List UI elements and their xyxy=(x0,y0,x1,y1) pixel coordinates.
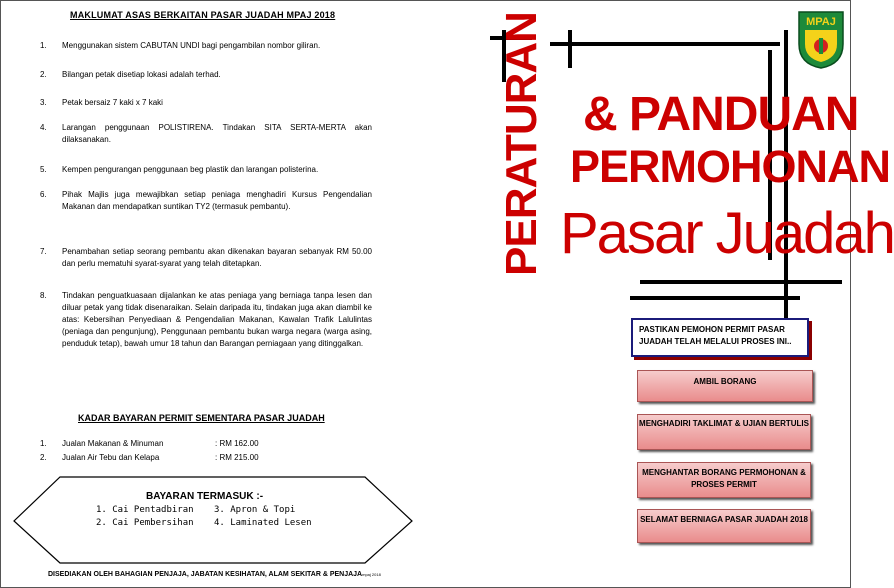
item-text: Tindakan penguatkuasaan dijalankan ke atas peniaga yang berniaga tanpa lesen dan diluar petak yang tidak disenaraikan. Selain daripada itu, tindakan juga akan diambil ke atas: Kebersihan Penyediaan & Pengendalian Makanan, Kawalan Trafik Lalulintas (peniaga dan pengunjung), Penggunaan pembantu bukan warga negara (warga asing, penduduk tetap), bawah umur 18 tahun dan Barangan perniagaan yang ditinggalkan. xyxy=(62,291,372,348)
step-selamat-berniaga: SELAMAT BERNIAGA PASAR JUADAH 2018 xyxy=(637,509,811,543)
fee-amount: : RM 215.00 xyxy=(215,453,259,462)
includes-hexagon xyxy=(0,473,420,568)
item-number: 6. xyxy=(40,190,47,199)
item-text: Larangan penggunaan POLISTIRENA. Tindakan SITA SERTA-MERTA akan dilaksanakan. xyxy=(62,123,372,144)
step-intro-box: PASTIKAN PEMOHON PERMIT PASAR JUADAH TELAH MELALUI PROSES INI.. xyxy=(631,318,809,357)
item-text: Bilangan petak disetiap lokasi adalah terhad. xyxy=(62,70,221,79)
footer-small: mpaj 2018 xyxy=(362,572,381,577)
fee-number: 2. xyxy=(40,453,47,462)
include-item-2: 2. Cai Pembersihan xyxy=(96,518,194,528)
step-hantar-borang: MENGHANTAR BORANG PERMOHONAN & PROSES PERMIT xyxy=(637,462,811,498)
fee-label: Jualan Makanan & Minuman xyxy=(62,439,164,448)
title-pasar-juadah: Pasar Juadah xyxy=(560,201,894,266)
item-text: Pihak Majlis juga mewajibkan setiap peniaga menghadiri Kursus Pengendalian Makanan dan mendapatkan suntikan TY2 (termasuk pembantu). xyxy=(62,190,372,211)
include-item-1: 1. Cai Pentadbiran xyxy=(96,505,194,515)
item-text: Menggunakan sistem CABUTAN UNDI bagi pengambilan nombor giliran. xyxy=(62,41,321,50)
fee-label: Jualan Air Tebu dan Kelapa xyxy=(62,453,160,462)
step-ambil-borang: AMBIL BORANG xyxy=(637,370,813,402)
include-item-3: 3. Apron & Topi xyxy=(214,505,296,515)
item-text: Petak bersaiz 7 kaki x 7 kaki xyxy=(62,98,163,107)
include-item-4: 4. Laminated Lesen xyxy=(214,518,312,528)
title-permohonan: PERMOHONAN xyxy=(570,141,891,192)
footer-text: DISEDIAKAN OLEH BAHAGIAN PENJAJA, JABATAN KESIHATAN, ALAM SEKITAR & PENJAJA xyxy=(48,571,363,578)
basic-info-heading: MAKLUMAT ASAS BERKAITAN PASAR JUADAH MPAJ 2018 xyxy=(70,10,336,20)
item-number: 1. xyxy=(40,41,47,50)
title-panduan: & PANDUAN xyxy=(583,88,859,141)
item-number: 8. xyxy=(40,291,47,300)
item-number: 7. xyxy=(40,247,47,256)
includes-title: BAYARAN TERMASUK :- xyxy=(146,491,264,502)
item-number: 2. xyxy=(40,70,47,79)
item-text: Penambahan setiap seorang pembantu akan dikenakan bayaran sebanyak RM 50.00 dan perlu mematuhi syarat-syarat yang telah ditetapkan. xyxy=(62,247,372,268)
item-number: 5. xyxy=(40,165,47,174)
fee-amount: : RM 162.00 xyxy=(215,439,259,448)
item-number: 4. xyxy=(40,123,47,132)
title-peraturan: PERATURAN xyxy=(497,12,546,276)
footer-credit xyxy=(48,571,381,578)
logo-text: MPAJ xyxy=(806,16,836,28)
step-taklimat: MENGHADIRI TAKLIMAT & UJIAN BERTULIS xyxy=(637,414,811,450)
item-number: 3. xyxy=(40,98,47,107)
item-text: Kempen pengurangan penggunaan beg plastik dan larangan polisterina. xyxy=(62,165,319,174)
fee-number: 1. xyxy=(40,439,47,448)
fees-heading: KADAR BAYARAN PERMIT SEMENTARA PASAR JUADAH xyxy=(78,413,325,423)
mpaj-logo xyxy=(795,8,847,70)
